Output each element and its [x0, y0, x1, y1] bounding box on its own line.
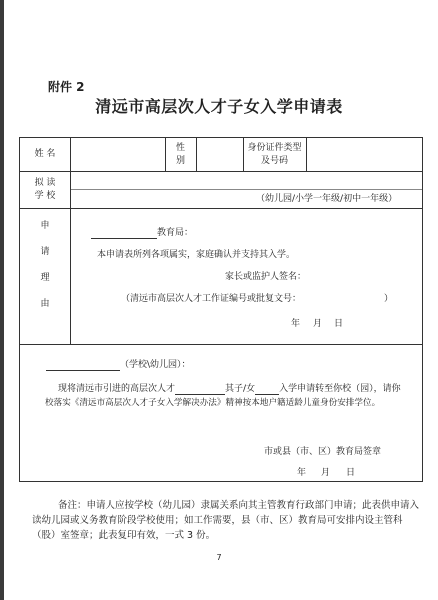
gender-label-line1: 性	[175, 143, 185, 153]
approval-line1-c: 入学申请转至你校（园），请你	[279, 384, 401, 394]
child-name-blank[interactable]	[255, 383, 279, 395]
reason-year: 年	[291, 319, 301, 329]
approval-school-line	[46, 359, 191, 371]
page-number: 7	[216, 553, 222, 562]
form-title: 清远市高层次人才子女入学申请表	[95, 97, 343, 116]
approval-day: 日	[346, 468, 356, 478]
approval-school-suffix: （学校\幼儿园）：	[120, 360, 191, 370]
bureau-name-blank[interactable]	[91, 227, 157, 239]
school-level-hint: （幼儿园/小学一年级/初中一年级）	[256, 194, 398, 204]
id-type-label-line1: 身份证件类型	[247, 143, 302, 153]
cert-number-open: （清远市高层次人才工作证编号或批复文号：	[121, 294, 302, 304]
approval-month: 月	[321, 468, 331, 478]
id-type-label-line2: 及号码	[260, 156, 288, 166]
approval-school-blank[interactable]	[46, 359, 120, 371]
row-divider-3	[20, 344, 422, 345]
school-name-field[interactable]	[70, 172, 422, 189]
gender-label-line2: 别	[175, 156, 185, 166]
reason-label-char-4: 由	[40, 299, 50, 309]
reason-month: 月	[313, 319, 323, 329]
name-field[interactable]	[70, 138, 165, 171]
school-inner-divider	[70, 189, 422, 190]
attachment-label: 附件 2	[48, 80, 85, 94]
school-label-line1: 拟 读	[34, 178, 56, 188]
guardian-sign-label: 家长或监护人签名：	[225, 272, 307, 282]
reason-label-char-3: 理	[40, 273, 50, 283]
approval-year: 年	[297, 468, 307, 478]
name-label: 姓 名	[34, 149, 56, 159]
bureau-seal-label: 市或县（市、区）教育局签章	[264, 447, 382, 457]
id-number-field[interactable]	[306, 138, 422, 171]
approval-line-1	[58, 383, 401, 395]
approval-line1-b: 其子/女	[225, 384, 256, 394]
cert-number-close: ）	[384, 294, 394, 304]
application-form-table	[19, 137, 423, 482]
reason-label-char-2: 请	[40, 247, 50, 257]
scan-edge	[0, 0, 4, 600]
school-label-line2: 学 校	[34, 191, 56, 201]
reason-statement: 本申请表所列各项属实，家庭确认并支持其入学。	[97, 250, 296, 260]
approval-line-2: 校落实《清远市高层次人才子女入学解决办法》精神按本地户籍适龄儿童身份安排学位。	[45, 398, 381, 408]
approval-line1-a: 现将清远市引进的高层次人才	[58, 384, 176, 394]
talent-name-blank[interactable]	[175, 383, 225, 395]
reason-label-char-1: 申	[40, 221, 50, 231]
bureau-line	[91, 227, 193, 239]
reason-day: 日	[334, 319, 344, 329]
gender-field[interactable]	[196, 138, 243, 171]
row-divider-2	[20, 208, 422, 209]
bureau-suffix: 教育局：	[157, 228, 194, 238]
remarks-note: 备注：申请人应按学校（幼儿园）隶属关系向其主管教育行政部门申请；此表供申请入读幼儿园或义务教育阶段学校使用；如工作需要，县（市、区）教育局可安排内设主管科（股）室签章；此表复印有效，一式 3 份。	[32, 500, 420, 541]
